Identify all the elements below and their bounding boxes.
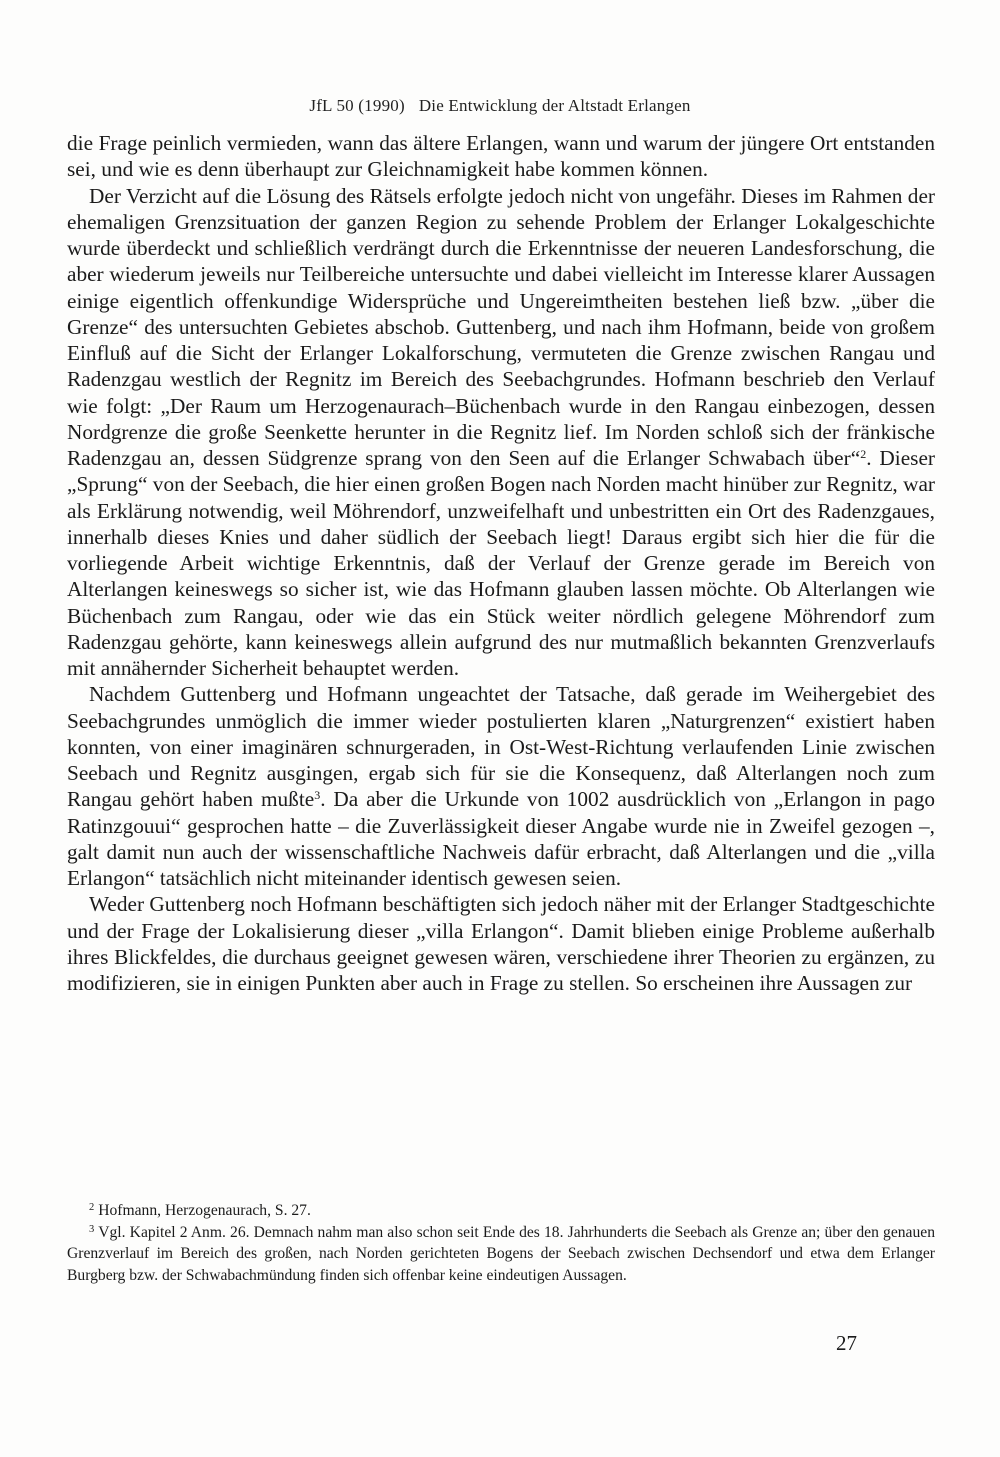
footnotes [67, 1200, 935, 1286]
footnote [67, 1222, 935, 1287]
footnote [67, 1200, 935, 1222]
journal-reference: JfL 50 (1990) [309, 96, 405, 115]
footnote-reference: 2 [860, 447, 867, 461]
paragraph [67, 891, 935, 996]
paragraph-text: die Frage peinlich vermieden, wann das ältere Erlangen, wann und warum der jüngere Ort entstanden sei, und wie es denn überhaupt zur Gleichnamigkeit habe kommen können. [67, 131, 935, 182]
paragraph-text: . Da aber die Urkunde von 1002 ausdrücklich von „Erlangon in pago Ratinzgouui“ gesprochen hatte – die Zuverlässigkeit dieser Angabe wurde nie in Zweifel gezogen –, galt damit nun auch der wissenschaftliche Nachweis dafür erbracht, daß Alterlangen und die „villa Erlangon“ tatsächlich nicht miteinander identisch gewesen seien. [67, 787, 935, 890]
chapter-title: Die Entwicklung der Altstadt Erlangen [418, 96, 691, 115]
footnote-text: Vgl. Kapitel 2 Anm. 26. Demnach nahm man also schon seit Ende des 18. Jahrhunderts die Seebach als Grenze an; über den genauen Grenzverlauf im Bereich des großen, nach Norden gerichteten Bogens der Seebach zwischen Dechsendorf und etwa dem Erlanger Burgberg bzw. der Schwabachmündung finden sich offenbar keine eindeutigen Aussagen. [67, 1223, 935, 1284]
footnote-number: 2 [89, 1202, 95, 1213]
paragraph-text: Der Verzicht auf die Lösung des Rätsels erfolgte jedoch nicht von ungefähr. Dieses im Rahmen der ehemaligen Grenzsituation der ganzen Region zu sehende Problem der Erlanger Lokalgeschichte wurde überdeckt und schließlich verdrängt durch die Erkenntnisse der neueren Landesforschung, die aber wiederum jeweils nur Teilbereiche untersuchte und dabei vielleicht im Interesse klarer Aussagen einige eigentlich offenkundige Widersprüche und Ungereimtheiten bestehen ließ bzw. „über die Grenze“ des untersuchten Gebietes abschob. Guttenberg, und nach ihm Hofmann, beide von großem Einfluß auf die Sicht der Erlanger Lokalforschung, vermuteten die Grenze zwischen Rangau und Radenzgau westlich der Regnitz im Bereich des Seebachgrundes. Hofmann beschrieb den Verlauf wie folgt: „Der Raum um Herzogenaurach–Büchenbach wurde in den Rangau einbezogen, dessen Nordgrenze die große Seenkette herunter in die Regnitz lief. Im Norden schloß sich der fränkische Radenzgau an, dessen Südgrenze sprang von den Seen auf die Erlanger Schwabach über“ [67, 183, 935, 470]
paragraph [67, 130, 935, 183]
paragraph [67, 681, 935, 891]
running-head [0, 96, 1000, 116]
body-text [67, 130, 935, 996]
page-number: 27 [836, 1331, 857, 1355]
paragraph-text: Nachdem Guttenberg und Hofmann ungeachtet der Tatsache, daß gerade im Weihergebiet des Seebachgrundes unmöglich die immer wieder postulierten klaren „Naturgrenzen“ existiert haben konnten, von einer imaginären schnurgeraden, in Ost-West-Richtung verlaufenden Linie zwischen Seebach und Regnitz ausgingen, ergab sich für sie die Konsequenz, daß Alterlangen noch zum Rangau gehört haben mußte [67, 682, 935, 812]
paragraph-text: . Dieser „Sprung“ von der Seebach, die hier einen großen Bogen nach Norden macht hinüber zur Regnitz, war als Erklärung notwendig, weil Möhrendorf, unzweifelhaft und unbestritten ein Ort des Radenzgaues, innerhalb dieses Knies und daher südlich der Seebach liegt! Daraus ergibt sich hier die für die vorliegende Arbeit wichtige Erkenntnis, daß der Verlauf der Grenze gerade im Bereich von Alterlangen keineswegs so sicher ist, wie das Hofmann glauben lassen möchte. Ob Alterlangen wie Büchenbach zum Rangau, oder wie das ein Stück weiter nördlich gelegene Möhrendorf zum Radenzgau gehörte, kann keineswegs allein aufgrund des nur mutmaßlich bekannten Grenzverlaufs mit annähernder Sicherheit behauptet werden. [67, 446, 935, 680]
footnote-reference: 3 [314, 788, 321, 803]
paragraph [67, 183, 935, 682]
footnote-text: Hofmann, Herzogenaurach, S. 27. [98, 1202, 311, 1219]
footnote-number: 3 [89, 1223, 95, 1235]
paragraph-text: Weder Guttenberg noch Hofmann beschäftigten sich jedoch näher mit der Erlanger Stadtgeschichte und der Frage der Lokalisierung dieser „villa Erlangon“. Damit blieben einige Probleme außerhalb ihres Blickfeldes, die durchaus geeignet gewesen wären, verschiedene ihrer Theorien zu ergänzen, zu modifizieren, sie in einigen Punkten aber auch in Frage zu stellen. So erscheinen ihre Aussagen zur [67, 892, 935, 995]
